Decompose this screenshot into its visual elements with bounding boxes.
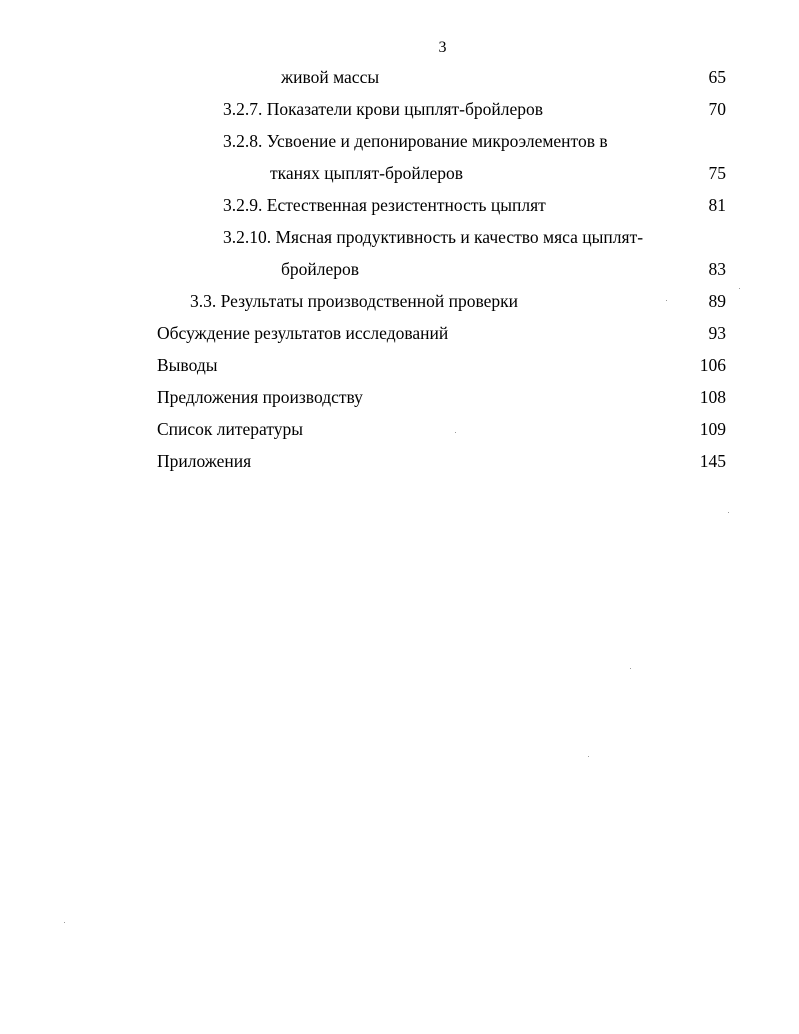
scan-speck (728, 512, 729, 513)
toc-entry-page: 106 (699, 355, 726, 375)
toc-entry-text: тканях цыплят-бройлеров (270, 163, 463, 183)
toc-entry-text: бройлеров (281, 259, 360, 279)
toc-entry-text: Приложения (157, 451, 252, 471)
toc-entry-text: 3.2.10. Мясная продуктивность и качество мяса цыплят- (223, 227, 644, 247)
toc-entry-text: 3.2.7. Показатели крови цыплят-бройлеров (223, 99, 544, 119)
toc-entry-page: 65 (708, 67, 726, 87)
toc-entry-text: живой массы (281, 67, 380, 87)
toc-entry-page: 81 (708, 195, 726, 215)
toc-entry-text: 3.3. Результаты производственной проверки (190, 291, 519, 311)
page-number: 3 (438, 39, 447, 56)
toc-entry-page: 83 (708, 259, 726, 279)
toc-entry-page: 109 (699, 419, 726, 439)
toc-entry-page: 93 (708, 323, 726, 343)
toc-entry-text: Выводы (157, 355, 218, 375)
toc-entry-page: 75 (708, 163, 726, 183)
scan-speck (739, 288, 740, 289)
toc-entry-page: 89 (708, 291, 726, 311)
scan-speck (630, 668, 631, 669)
scan-speck (588, 756, 589, 757)
toc-entry-page: 70 (708, 99, 726, 119)
toc-entry-page: 145 (699, 451, 726, 471)
scan-speck (666, 300, 667, 301)
toc-entry-text: Предложения производству (157, 387, 363, 407)
scan-speck (64, 922, 65, 923)
toc-entry-text: Обсуждение результатов исследований (157, 323, 449, 343)
scan-speck (455, 432, 456, 433)
toc-entry-text: Список литературы (157, 419, 304, 439)
toc-entry-text: 3.2.9. Естественная резистентность цыплят (223, 195, 546, 215)
toc-entry-text: 3.2.8. Усвоение и депонирование микроэлементов в (223, 131, 608, 151)
toc-entry-page: 108 (699, 387, 726, 407)
